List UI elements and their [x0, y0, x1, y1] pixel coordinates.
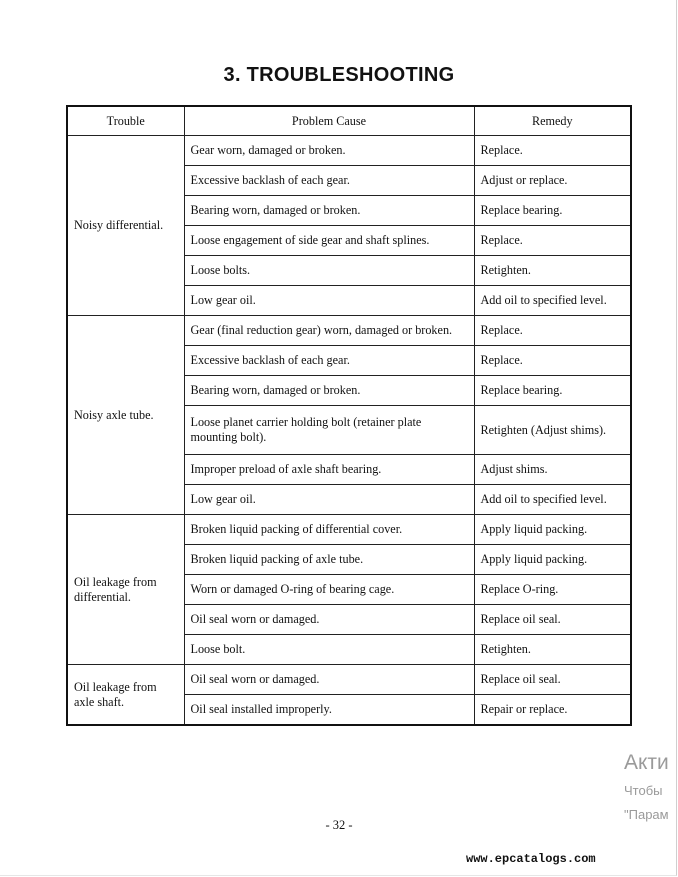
remedy-cell: Replace O-ring.: [474, 575, 631, 605]
remedy-cell: Add oil to specified level.: [474, 286, 631, 316]
remedy-cell: Repair or replace.: [474, 695, 631, 726]
remedy-cell: Add oil to specified level.: [474, 485, 631, 515]
activation-line: Акти: [624, 751, 669, 774]
table-row: [67, 665, 631, 695]
remedy-cell: Replace oil seal.: [474, 605, 631, 635]
table-row: [67, 515, 631, 545]
trouble-cell: Oil leakage from differential.: [67, 515, 184, 665]
remedy-cell: Replace.: [474, 136, 631, 166]
troubleshooting-table: [66, 105, 632, 726]
table-row: [67, 316, 631, 346]
cause-cell: Gear worn, damaged or broken.: [184, 136, 474, 166]
trouble-cell: Noisy differential.: [67, 136, 184, 316]
remedy-cell: Retighten.: [474, 256, 631, 286]
remedy-cell: Apply liquid packing.: [474, 545, 631, 575]
remedy-cell: Retighten (Adjust shims).: [474, 406, 631, 455]
activation-line: Чтобы: [624, 783, 663, 798]
table-header-row: [67, 106, 631, 136]
cause-cell: Loose engagement of side gear and shaft splines.: [184, 226, 474, 256]
remedy-cell: Replace bearing.: [474, 196, 631, 226]
cause-cell: Gear (final reduction gear) worn, damaged or broken.: [184, 316, 474, 346]
remedy-cell: Retighten.: [474, 635, 631, 665]
cause-cell: Oil seal installed improperly.: [184, 695, 474, 726]
cause-cell: Low gear oil.: [184, 485, 474, 515]
trouble-cell: Noisy axle tube.: [67, 316, 184, 515]
activation-overlay: [624, 750, 678, 824]
cause-cell: Oil seal worn or damaged.: [184, 605, 474, 635]
remedy-cell: Replace oil seal.: [474, 665, 631, 695]
header-trouble: Trouble: [67, 106, 184, 136]
activation-line: "Парам: [624, 807, 669, 822]
cause-cell: Excessive backlash of each gear.: [184, 166, 474, 196]
remedy-cell: Apply liquid packing.: [474, 515, 631, 545]
cause-cell: Loose bolts.: [184, 256, 474, 286]
remedy-cell: Adjust shims.: [474, 455, 631, 485]
page-title: 3. TROUBLESHOOTING: [223, 64, 455, 86]
remedy-cell: Replace.: [474, 316, 631, 346]
page-number: - 32 -: [325, 818, 353, 832]
remedy-cell: Replace.: [474, 346, 631, 376]
cause-cell: Bearing worn, damaged or broken.: [184, 196, 474, 226]
cause-cell: Worn or damaged O-ring of bearing cage.: [184, 575, 474, 605]
trouble-cell: Oil leakage from axle shaft.: [67, 665, 184, 726]
cause-cell: Excessive backlash of each gear.: [184, 346, 474, 376]
header-remedy: Remedy: [474, 106, 631, 136]
remedy-cell: Replace.: [474, 226, 631, 256]
table-row: [67, 136, 631, 166]
cause-cell: Oil seal worn or damaged.: [184, 665, 474, 695]
cause-cell: Improper preload of axle shaft bearing.: [184, 455, 474, 485]
cause-cell: Loose planet carrier holding bolt (retainer plate mounting bolt).: [184, 406, 474, 455]
watermark-url: www.epcatalogs.com: [466, 852, 596, 866]
remedy-cell: Adjust or replace.: [474, 166, 631, 196]
cause-cell: Low gear oil.: [184, 286, 474, 316]
cause-cell: Loose bolt.: [184, 635, 474, 665]
cause-cell: Broken liquid packing of axle tube.: [184, 545, 474, 575]
cause-cell: Bearing worn, damaged or broken.: [184, 376, 474, 406]
remedy-cell: Replace bearing.: [474, 376, 631, 406]
cause-cell: Broken liquid packing of differential cover.: [184, 515, 474, 545]
header-problem-cause: Problem Cause: [184, 106, 474, 136]
